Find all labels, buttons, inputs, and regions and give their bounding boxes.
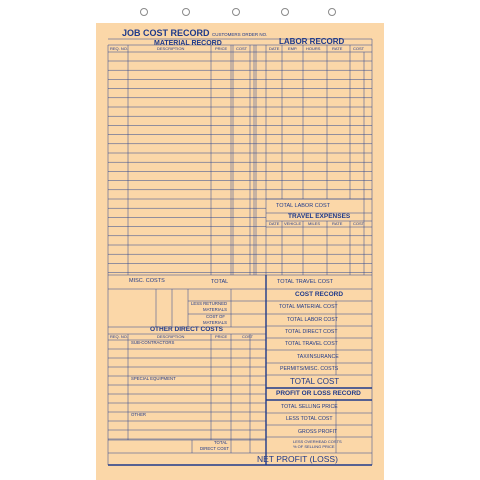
travel-col-cost: COST bbox=[353, 221, 365, 226]
total-labor-cost-label: TOTAL LABOR COST bbox=[276, 203, 330, 209]
total-selling-price-label: TOTAL SELLING PRICE bbox=[281, 404, 338, 410]
gross-profit-label: GROSS PROFIT bbox=[298, 429, 338, 435]
col-description: DESCRIPTION bbox=[157, 46, 185, 51]
travel-col-miles: MILES bbox=[308, 221, 321, 226]
travel-expenses-title: TRAVEL EXPENSES bbox=[288, 213, 351, 220]
sub-contractors-label: SUB-CONTRACTORS bbox=[131, 340, 175, 345]
special-equipment-label: SPECIAL EQUIPMENT bbox=[131, 376, 176, 381]
labor-col-cost: COST bbox=[353, 46, 365, 51]
overhead-percent-label: % OF SELLING PRICE bbox=[293, 444, 335, 449]
labor-col-date: DATE bbox=[269, 46, 280, 51]
job-cost-form bbox=[96, 0, 384, 480]
cost-record-title: COST RECORD bbox=[295, 291, 344, 298]
col-cost: COST bbox=[236, 46, 248, 51]
other-direct-costs-title: OTHER DIRECT COSTS bbox=[150, 326, 223, 333]
total-direct-cost-label: TOTAL bbox=[214, 440, 228, 445]
profit-loss-title: PROFIT OR LOSS RECORD bbox=[276, 390, 361, 397]
cost-row-travel: TOTAL TRAVEL COST bbox=[285, 341, 338, 347]
cost-row-material: TOTAL MATERIAL COST bbox=[279, 304, 338, 310]
misc-costs-label: MISC. COSTS bbox=[129, 278, 165, 284]
col-price: PRICE bbox=[215, 46, 228, 51]
travel-col-vehicle: VEHICLE bbox=[284, 221, 302, 226]
cost-of-materials-label: COST OF bbox=[206, 314, 226, 319]
form-title: JOB COST RECORD bbox=[122, 28, 210, 38]
travel-col-date: DATE bbox=[269, 221, 280, 226]
labor-col-emp: EMP. bbox=[288, 46, 298, 51]
form-grid bbox=[96, 0, 384, 480]
total-direct-cost-label-2: DIRECT COST bbox=[200, 446, 230, 451]
customer-order-label: CUSTOMERS ORDER NO. bbox=[212, 32, 268, 37]
labor-col-rate: RATE bbox=[332, 46, 343, 51]
net-profit-label: NET PROFIT (LOSS) bbox=[257, 454, 338, 464]
col-req-no: REQ. NO. bbox=[110, 46, 129, 51]
odc-col-req-no: REQ. NO. bbox=[110, 334, 129, 339]
travel-col-rate: RATE bbox=[332, 221, 343, 226]
cost-row-labor: TOTAL LABOR COST bbox=[287, 317, 338, 323]
labor-record-title: LABOR RECORD bbox=[279, 37, 345, 46]
cost-row-tax-insurance: TAX/INSURANCE bbox=[297, 354, 339, 360]
less-returned-label: LESS RETURNED bbox=[191, 301, 228, 306]
cost-row-direct: TOTAL DIRECT COST bbox=[285, 329, 338, 335]
labor-col-hours: HOURS bbox=[306, 46, 321, 51]
cost-of-materials-label-2: MATERIALS bbox=[203, 320, 228, 325]
less-total-cost-label: LESS TOTAL COST bbox=[286, 416, 333, 422]
less-returned-label-2: MATERIALS bbox=[203, 307, 228, 312]
odc-col-price: PRICE bbox=[215, 334, 228, 339]
misc-total-label: TOTAL bbox=[211, 279, 229, 285]
total-travel-cost-label: TOTAL TRAVEL COST bbox=[277, 279, 334, 285]
overhead-costs-label: LESS OVERHEAD COSTS bbox=[293, 439, 342, 444]
other-label: OTHER bbox=[131, 412, 147, 417]
cost-row-permits: PERMITS/MISC. COSTS bbox=[280, 366, 339, 372]
odc-col-description: DESCRIPTION bbox=[157, 334, 185, 339]
total-cost-label: TOTAL COST bbox=[290, 377, 340, 386]
odc-col-cost: COST bbox=[242, 334, 254, 339]
material-record-title: MATERIAL RECORD bbox=[154, 40, 222, 47]
